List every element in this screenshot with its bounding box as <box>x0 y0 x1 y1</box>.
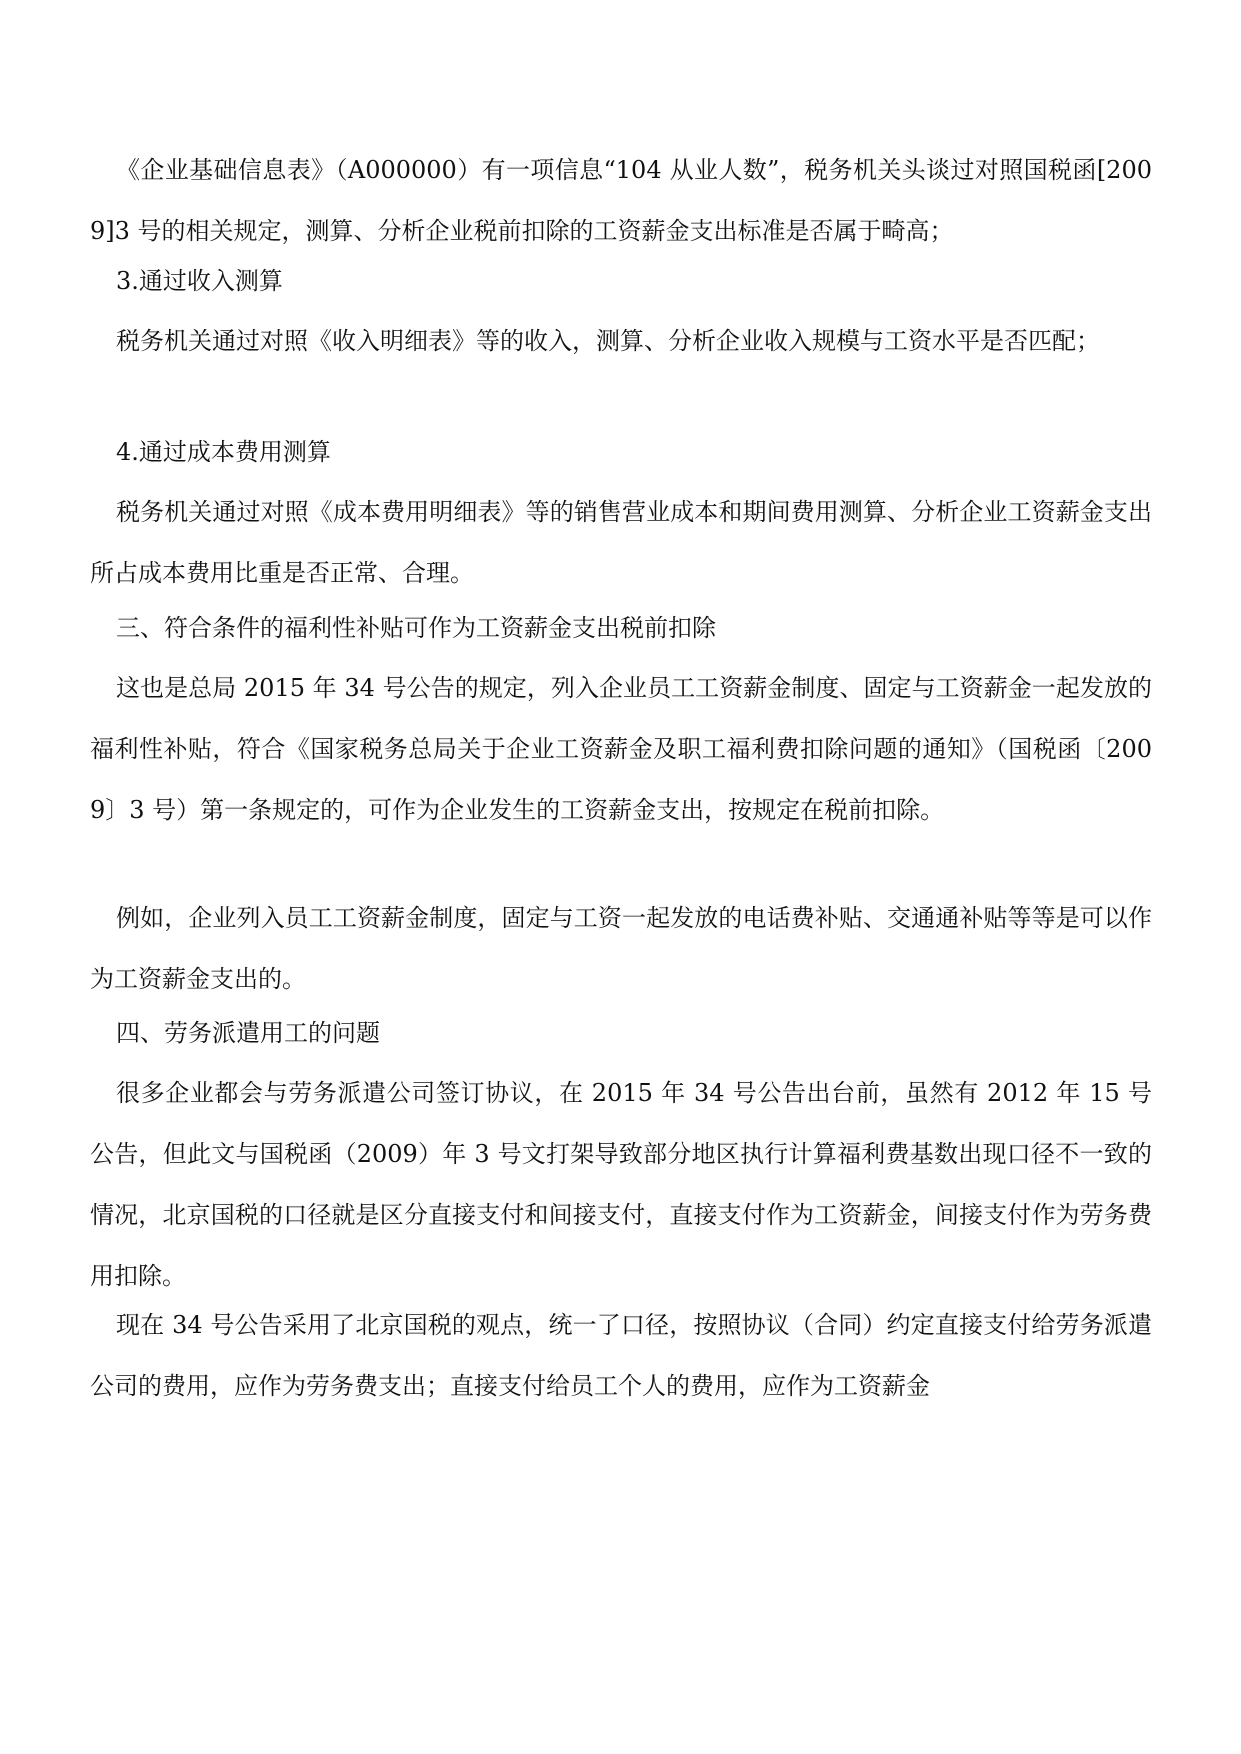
heading-cost-calculation: 4.通过成本费用测算 <box>116 438 331 466</box>
paragraph-announcement-34: 现在 34 号公告采用了北京国税的观点，统一了口径，按照协议（合同）约定直接支付给劳务派遣公司的费用，应作为劳务费支出；直接支付给员工个人的费用，应作为工资薪金 <box>90 1311 1152 1400</box>
heading-income-calculation: 3.通过收入测算 <box>116 267 283 295</box>
paragraph-welfare-subsidy: 这也是总局 2015 年 34 号公告的规定，列入企业员工工资薪金制度、固定与工资薪金一起发放的福利性补贴，符合《国家税务总局关于企业工资薪金及职工福利费扣除问题的通知》（国税函〔2009〕3 号）第一条规定的，可作为企业发生的工资薪金支出，按规定在税前扣除。 <box>90 674 1152 824</box>
heading-welfare-subsidy: 三、符合条件的福利性补贴可作为工资薪金支出税前扣除 <box>116 614 716 642</box>
paragraph-cost-calculation: 税务机关通过对照《成本费用明细表》等的销售营业成本和期间费用测算、分析企业工资薪金支出所占成本费用比重是否正常、合理。 <box>90 498 1152 587</box>
heading-labor-dispatch: 四、劳务派遣用工的问题 <box>116 1019 380 1047</box>
paragraph-labor-dispatch: 很多企业都会与劳务派遣公司签订协议，在 2015 年 34 号公告出台前，虽然有 2012 年 15 号公告，但此文与国税函（2009）年 3 号文打架导致部分地区执行计算福利费基数出现口径不一致的情况，北京国税的口径就是区分直接支付和间接支付，直接支付作为工资薪金，间接支付作为劳务费用扣除。 <box>90 1079 1152 1290</box>
paragraph-example: 例如，企业列入员工工资薪金制度，固定与工资一起发放的电话费补贴、交通通补贴等等是可以作为工资薪金支出的。 <box>90 904 1152 993</box>
paragraph-employee-count: 《企业基础信息表》（A000000）有一项信息“104 从业人数”，税务机关头谈过对照国税函[2009]3 号的相关规定，测算、分析企业税前扣除的工资薪金支出标准是否属于畸高； <box>90 156 1152 245</box>
paragraph-income-calculation: 税务机关通过对照《收入明细表》等的收入，测算、分析企业收入规模与工资水平是否匹配； <box>116 327 1100 355</box>
